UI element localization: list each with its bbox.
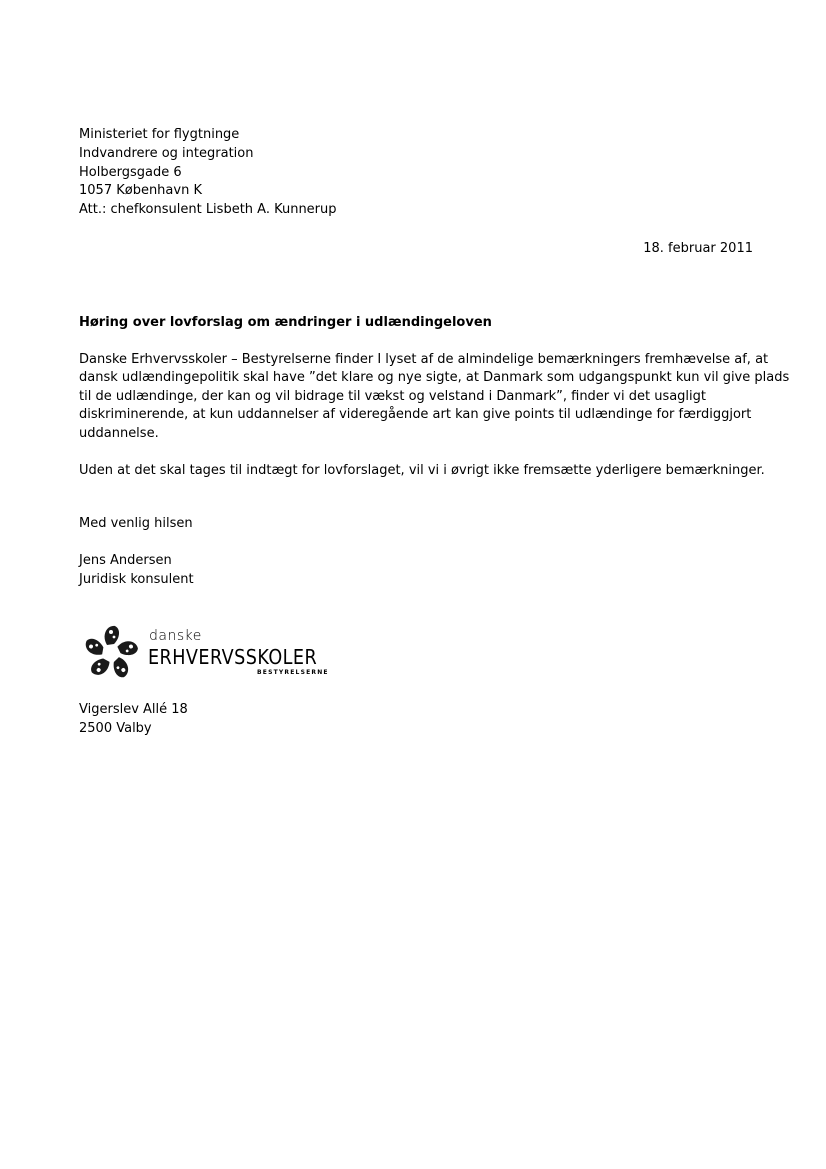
organization-logo xyxy=(79,623,329,683)
recipient-line-1: Ministeriet for flygtninge xyxy=(79,127,240,142)
closing-greeting: Med venlig hilsen xyxy=(79,516,193,531)
letter-subject: Høring over lovforslag om ændringer i udlændingeloven xyxy=(79,315,492,330)
signature-name: Jens Andersen xyxy=(79,553,172,568)
letter-date: 18. februar 2011 xyxy=(643,241,753,256)
logo-word-danske: danske xyxy=(149,628,202,644)
recipient-line-5: Att.: chefkonsulent Lisbeth A. Kunnerup xyxy=(79,202,337,217)
address-line-1: Vigerslev Allé 18 xyxy=(79,702,188,717)
body-line-5: uddannelse. xyxy=(79,426,159,441)
body-line-1: Danske Erhvervsskoler – Bestyrelserne finder I lyset af de almindelige bemærkningers fremhævelse af, at xyxy=(79,352,769,367)
recipient-line-2: Indvandrere og integration xyxy=(79,146,254,161)
body-paragraph-2: Uden at det skal tages til indtægt for lovforslaget, vil vi i øvrigt ikke fremsætte yderligere bemærkninger. xyxy=(79,463,765,478)
body-line-4: diskriminerende, at kun uddannelser af videregående art kan give points til udlændinge for færdiggjort xyxy=(79,407,752,422)
recipient-line-3: Holbergsgade 6 xyxy=(79,165,182,180)
signature-title: Juridisk konsulent xyxy=(79,572,194,587)
star-bird-icon xyxy=(79,623,143,683)
body-line-2: dansk udlændingepolitik skal have ”det klare og nye sigte, at Danmark som udgangspunkt kun vil give plads xyxy=(79,370,790,385)
recipient-line-4: 1057 København K xyxy=(79,183,202,198)
logo-word-bestyrelserne: BESTYRELSERNE xyxy=(257,669,329,676)
address-line-2: 2500 Valby xyxy=(79,721,152,736)
body-line-3: til de udlændinge, der kan og vil bidrage til vækst og velstand i Danmark”, finder vi det usagligt xyxy=(79,389,707,404)
logo-word-erhvervsskoler: ERHVERVSSKOLER xyxy=(148,645,318,669)
